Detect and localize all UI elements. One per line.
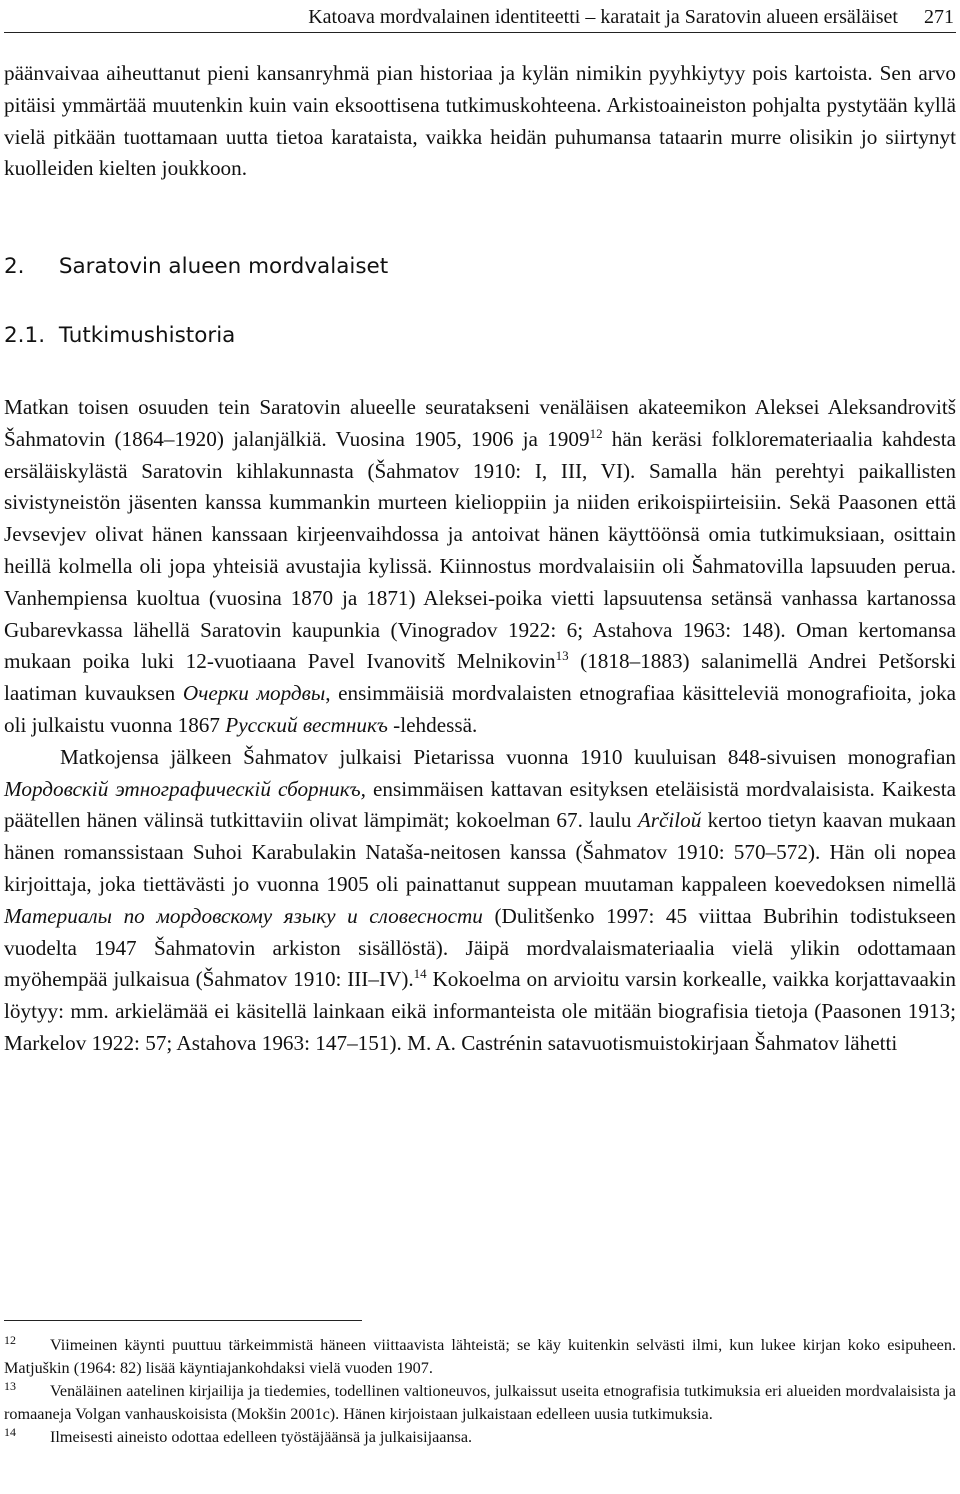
subsection-title: Tutkimushistoria: [58, 323, 236, 348]
footnotes: [4, 1334, 956, 1449]
footnote-text: Ilmeisesti aineisto odottaa edelleen työstäjäänsä ja julkaisijaansa.: [50, 1428, 473, 1446]
intro-text-block: [4, 58, 956, 185]
text-run: hän keräsi folkloremateriaalia kahdesta ersäläiskylästä Saratovin kihlakunnasta (Šahmatov 1910: I, III, VI). Samalla hän perehtyi paikallisten sivistyneistön jäsenten kanssa kummankin murteen kielioppiin ja niiden erikoispiirteisiin. Sekä Paasonen että Jevsevjev olivat hänen kanssaan kirjeenvaihdossa ja antoivat hänen käyttöönsä omia tutkimuksiaan, osittain heillä kolmella oli jopa yhteisiä avustajia kylissä. Kiinnostus mordvalaisiin oli Šahmatovilla lapsuuden perua. Vanhempiensa kuoltua (vuosina 1870 ja 1871) Aleksei-poika vietti lapsuutensa setänsä vanhassa kartanossa Gubarevkassa lähellä Saratovin kaupunkia (Vinogradov 1922: 6; Astahova 1963: 148). Oman kertomansa mukaan poika luki 12-vuotiaana Pavel Ivanovitš Melnikovin: [4, 426, 956, 674]
footnote-ref-14[interactable]: 14: [413, 966, 427, 982]
footnote-divider: [4, 1320, 362, 1321]
text-run: (1818–1883) salanimellä Andrei Petšorski laatiman kuvauksen: [4, 649, 956, 706]
section-heading-2: [4, 254, 388, 279]
running-title: Katoava mordvalainen identiteetti – karatait ja Saratovin alueen ersäläiset: [308, 5, 898, 28]
section-number: 2.: [4, 254, 25, 279]
main-text-block: [4, 392, 956, 1060]
running-header: [4, 2, 956, 33]
paragraph-2: [4, 742, 956, 1060]
text-run: (Dulitšenko 1997: 45 viittaa Bubrihin todistukseen vuodelta 1947 Šahmatovin arkiston sisällöstä). Jäipä mordvalaismateriaalia vielä ylikin odottamaan myöhempää julkaisua (Šahmatov 1910: III–IV).: [4, 903, 956, 992]
footnote-13: 13 Venäläinen aatelinen kirjailija ja tiedemies, todellinen valtioneuvos, julkaissut useita etnografisia tutkimuksia eri alueiden mordvalaisista ja romaaneja Volgan vanhauskoisista (Mokšin 2001c). Hänen kirjoistaan julkaistaan edelleen uusia tutkimuksia.: [4, 1378, 956, 1423]
section-heading-2-1: [4, 323, 235, 348]
book-page: [4, 0, 956, 1494]
section-title: Saratovin alueen mordvalaiset: [58, 254, 389, 279]
text-run: Kokoelma on arvioitu varsin korkealle, vaikka korjattavaakin löytyy: mm. arkielämää ei käsitellä lainkaan eikä informanteista ole mitään biografisia tietoja (Paasonen 1913; Markelov 1922: 57; Astahova 1963: 147–151). M. A. Castrénin satavuotismuistokirjaan Šahmatov lähetti: [4, 967, 956, 1055]
text-run: Matkan toisen osuuden tein Saratovin alueelle seuratakseni venäläisen akateemikon Aleksei Aleksandrovitš Šahmatovin (1864–1920) jalanjälkiä. Vuosina 1905, 1906 ja 1909: [4, 395, 956, 451]
text-run: kertoo tietyn kaavan mukaan hänen romanssistaan Suhoi Karabulakin Nataša-neitosen kanssa (Šahmatov 1910: 570–572). Hän oli nopea kirjoittaja, joka tiettävästi jo vuonna 1905 oli painattanut suppean muutaman kappaleen koevedoksen nimellä: [4, 808, 956, 896]
page-number: 271: [924, 5, 954, 28]
italic-title: Материалы по мордовскому языку и словесности: [4, 903, 483, 928]
text-run: ensimmäisen kattavan esityksen eteläisistä mordvalaisista. Kaikesta päätellen hänen välinsä tutkittaviin olivat lämpimät; kokoelman 67. laulu: [4, 776, 956, 833]
footnote-text: Venäläinen aatelinen kirjailija ja tiedemies, todellinen valtioneuvos, julkaissut useita etnografisia tutkimuksia eri alueiden mordvalaisista ja romaaneja Volgan vanhauskoisista (Mokšin 2001c). Hänen kirjoistaan julkaistaan edelleen uusia tutkimuksia.: [4, 1382, 956, 1423]
footnote-12: 12 Viimeinen käynti puuttuu tärkeimmistä häneen viittaavista lähteistä; se käy kuitenkin selvästi ilmi, kun lukee kirjan koko esipuheen. Matjuškin (1964: 82) lisää käyntiajankohdaksi vielä vuoden 1907.: [4, 1332, 956, 1377]
footnote-ref-12[interactable]: 12: [589, 425, 603, 441]
paragraph-1: [4, 392, 956, 742]
footnote-ref-13[interactable]: 13: [555, 648, 569, 664]
italic-title: Arčiloй: [637, 808, 702, 833]
italic-title: Очерки мордвы: [182, 681, 326, 706]
footnote-text: Viimeinen käynti puuttuu tärkeimmistä häneen viittaavista lähteistä; se käy kuitenkin selvästi ilmi, kun lukee kirjan koko esipuheen. Matjuškin (1964: 82) lisää käyntiajankohdaksi vielä vuoden 1907.: [4, 1336, 956, 1377]
italic-title: Мордовскiй этнографическiй сборникъ,: [4, 776, 366, 801]
text-run: Matkojensa jälkeen Šahmatov julkaisi Pietarissa vuonna 1910 kuuluisan 848-sivuisen monografian: [60, 744, 956, 769]
subsection-number: 2.1.: [4, 323, 46, 348]
text-run: -lehdessä.: [387, 712, 478, 737]
italic-title: Русский вестникъ: [225, 712, 388, 737]
footnote-14: 14 Ilmeisesti aineisto odottaa edelleen työstäjäänsä ja julkaisijaansa.: [4, 1424, 473, 1446]
intro-paragraph: päänvaivaa aiheuttanut pieni kansanryhmä pian historiaa ja kylän nimikin pyyhkiytyy pois kartoista. Sen arvo pitäisi ymmärtää muutenkin kuin vain eksoottisena tutkimuskohteena. Arkistoaineiston pohjalta pystytään kyllä vielä pitkään tuottamaan uutta tietoa karataista, vaikka heidän puhumansa tataarin murre olisikin jo siirtynyt kuolleiden kielten joukkoon.: [4, 61, 956, 181]
text-run: , ensimmäisiä mordvalaisten etnografiaa käsitteleviä monografioita, joka oli julkaistu vuonna 1867: [4, 681, 957, 737]
